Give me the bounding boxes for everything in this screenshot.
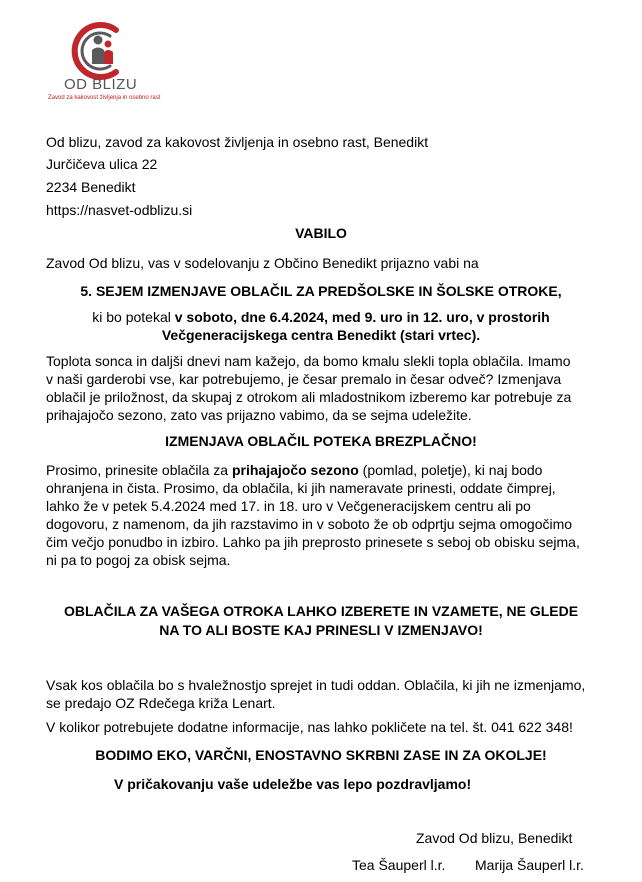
paragraph-intro — [46, 352, 602, 424]
paragraph-line: Toplota sonca in daljši dnevi nam kažejo, da bomo kmalu slekli topla oblačila. Imamo — [46, 353, 571, 369]
logo — [48, 20, 168, 108]
free-notice: IZMENJAVA OBLAČIL POTEKA BREZPLAČNO! — [165, 433, 477, 449]
sender-line-3: 2234 Benedikt — [46, 179, 136, 195]
paragraph-line: lahko že v petek 5.4.2024 med 17. in 18. uro v Večgeneracijskem centru ali po — [46, 498, 531, 514]
sender-line-4: https://nasvet-odblizu.si — [46, 202, 193, 218]
paragraph-line: Prosimo, prinesite oblačila za prihajajočo sezono (pomlad, poletje), ki naj bodo — [46, 462, 543, 478]
paragraph-line: v naši garderobi vse, kar potrebujemo, je česar premalo in česar odveč? Izmenjava — [46, 371, 562, 387]
paragraph-donation — [46, 676, 602, 712]
paragraph-line: oblačil je priložnost, da skupaj z otrokom ali mladostnikom izberemo kar potrebuje za — [46, 389, 572, 405]
paragraph-line: Vsak kos oblačila bo s hvaležnostjo sprejet in tudi oddan. Oblačila, ki jih ne izmenjamo, — [46, 677, 586, 693]
event-title: 5. SEJEM IZMENJAVE OBLAČIL ZA PREDŠOLSKE IN ŠOLSKE OTROKE, — [80, 283, 562, 299]
paragraph-line: ohranjena in čista. Prosimo, da oblačila, ki jih nameravate prinesti, oddate čimprej, — [46, 480, 556, 496]
invitation-heading: VABILO — [295, 225, 347, 241]
paragraph-line: prihajajočo sezono, zato vas prijazno vabimo, da se sejma udeležite. — [46, 407, 472, 423]
event-when-date: v soboto, dne 6.4.2024, med 9. uro in 12. uro, v prostorih — [174, 309, 550, 325]
signature-person-2: Marija Šauperl l.r. — [475, 857, 584, 873]
sender-line-2: Jurčičeva ulica 22 — [46, 156, 158, 172]
choose-notice-line-1: OBLAČILA ZA VAŠEGA OTROKA LAHKO IZBERETE IN VZAMETE, NE GLEDE — [63, 603, 579, 619]
paragraph-bring — [46, 461, 602, 569]
logo-tagline: Zavod za kakovost življenja in osebno rast — [48, 95, 161, 101]
signature-person-1: Tea Šauperl l.r. — [352, 857, 446, 873]
paragraph-line: ni pa to pogoj za obisk sejma. — [46, 552, 231, 568]
sender-line-1: Od blizu, zavod za kakovost življenja in osebno rast, Benedikt — [46, 134, 429, 150]
event-when-prefix: ki bo potekal — [92, 309, 175, 325]
paragraph-line: čim večjo ponudbo in izbiro. Lahko pa jih preprosto prinesete s seboj ob obisku sejma, — [46, 534, 580, 550]
choose-notice-line-2: NA TO ALI BOSTE KAJ PRINESLI V IZMENJAVO! — [159, 622, 483, 638]
logo-name: OD BLIZU — [64, 76, 138, 93]
logo-emblem — [66, 20, 130, 82]
contact-line: V kolikor potrebujete dodatne informacije, nas lahko pokličete na tel. št. 041 622 348! — [46, 719, 573, 735]
closing-line: V pričakovanju vaše udeležbe vas lepo pozdravljamo! — [114, 776, 472, 792]
event-where: Večgeneracijskega centra Benedikt (stari vrtec). — [161, 327, 481, 343]
signature-org: Zavod Od blizu, Benedikt — [416, 830, 573, 846]
paragraph-line: se predajo OZ Rdečega križa Lenart. — [46, 695, 276, 711]
event-when — [0, 308, 642, 327]
eco-slogan: BODIMO EKO, VARČNI, ENOSTAVNO SKRBNI ZASE IN ZA OKOLJE! — [95, 747, 547, 763]
invitation-intro: Zavod Od blizu, vas v sodelovanju z Občino Benedikt prijazno vabi na — [46, 255, 479, 271]
paragraph-line: dogovoru, z namenom, da jih razstavimo in v soboto že ob odprtju sejma omogočimo — [46, 516, 573, 532]
